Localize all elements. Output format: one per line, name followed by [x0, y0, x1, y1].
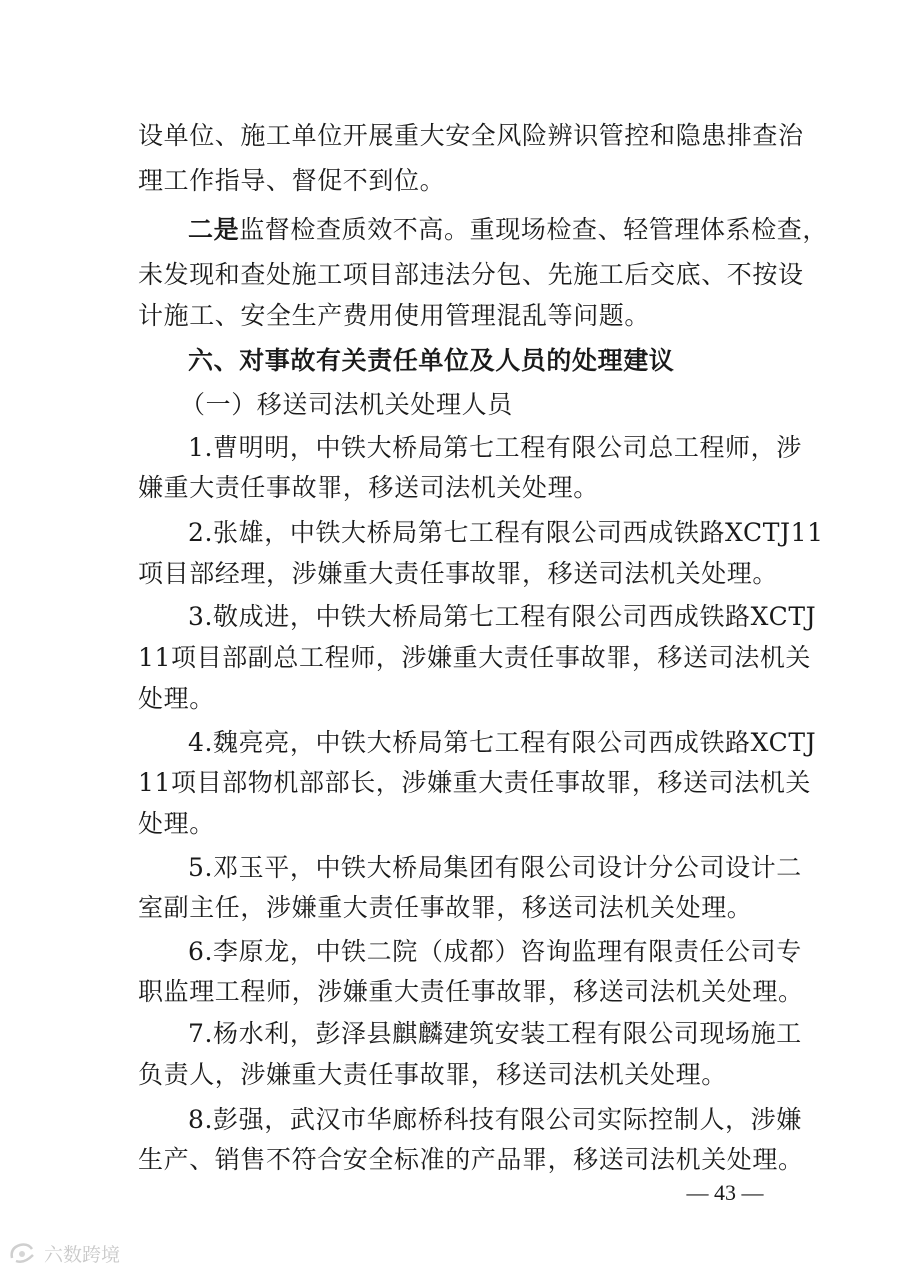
text-line	[188, 430, 802, 466]
line-text: 计施工、安全生产费用使用管理混乱等问题。	[138, 301, 651, 330]
subsection-heading	[180, 387, 778, 423]
text-line	[188, 515, 824, 551]
line-text: 6.李原龙，中铁二院（成都）咨询监理有限责任公司专	[188, 937, 802, 966]
line-text: 未发现和查处施工项目部违法分包、先施工后交底、不按设	[138, 260, 804, 289]
text-line	[188, 599, 817, 635]
text-line	[138, 163, 778, 199]
page-number: — 43 —	[686, 1180, 764, 1205]
line-text: 2.张雄，中铁大桥局第七工程有限公司西成铁路XCTJ11	[188, 518, 824, 547]
lead-phrase: 二是	[188, 215, 240, 244]
text-line	[188, 1102, 802, 1138]
text-line	[138, 890, 778, 926]
text-line	[138, 765, 812, 801]
text-line	[138, 470, 778, 506]
line-text: 室副主任，涉嫌重大责任事故罪，移送司法机关处理。	[138, 893, 753, 922]
text-line	[138, 806, 778, 842]
line-text: 11项目部物机部部长，涉嫌重大责任事故罪，移送司法机关	[138, 768, 812, 797]
line-text: 3.敬成进，中铁大桥局第七工程有限公司西成铁路XCTJ	[188, 602, 817, 631]
text-line	[138, 640, 812, 676]
watermark-logo-icon	[8, 1240, 38, 1266]
text-line	[138, 556, 778, 592]
text-line	[188, 934, 802, 970]
text-line	[138, 298, 778, 334]
line-text: 理工作指导、督促不到位。	[138, 166, 446, 195]
line-text: 嫌重大责任事故罪，移送司法机关处理。	[138, 473, 599, 502]
line-text: 7.杨水利，彭泽县麒麟建筑安装工程有限公司现场施工	[188, 1019, 802, 1048]
text-line	[188, 1016, 802, 1052]
text-line	[188, 725, 817, 761]
line-text: 8.彭强，武汉市华廊桥科技有限公司实际控制人，涉嫌	[188, 1105, 802, 1134]
text-line	[138, 1057, 778, 1093]
watermark	[8, 1238, 120, 1268]
line-text: 5.邓玉平，中铁大桥局集团有限公司设计分公司设计二	[188, 853, 802, 882]
line-text: 4.魏亮亮，中铁大桥局第七工程有限公司西成铁路XCTJ	[188, 728, 817, 757]
watermark-text: 六数跨境	[44, 1243, 121, 1266]
text-line	[188, 212, 829, 248]
line-text: 处理。	[138, 809, 215, 838]
line-text: 处理。	[138, 684, 215, 713]
section-heading	[188, 343, 778, 379]
line-text: 六、对事故有关责任单位及人员的处理建议	[188, 346, 675, 375]
text-line	[138, 1142, 804, 1178]
text-line	[138, 118, 804, 154]
line-text: 职监理工程师，涉嫌重大责任事故罪，移送司法机关处理。	[138, 977, 804, 1006]
line-text: 11项目部副总工程师，涉嫌重大责任事故罪，移送司法机关	[138, 643, 812, 672]
line-text: 1.曹明明，中铁大桥局第七工程有限公司总工程师，涉	[188, 433, 802, 462]
line-text: 生产、销售不符合安全标准的产品罪，移送司法机关处理。	[138, 1145, 804, 1174]
text-line	[138, 681, 778, 717]
text-line	[188, 850, 802, 886]
line-text: 设单位、施工单位开展重大安全风险辨识管控和隐患排查治	[138, 121, 804, 150]
line-text: 负责人，涉嫌重大责任事故罪，移送司法机关处理。	[138, 1060, 727, 1089]
text-line	[138, 257, 804, 293]
line-text: （一）移送司法机关处理人员	[180, 390, 513, 419]
text-line	[138, 974, 804, 1010]
line-text: 监督检查质效不高。重现场检查、轻管理体系检查，	[239, 215, 829, 244]
line-text: 项目部经理，涉嫌重大责任事故罪，移送司法机关处理。	[138, 559, 779, 588]
